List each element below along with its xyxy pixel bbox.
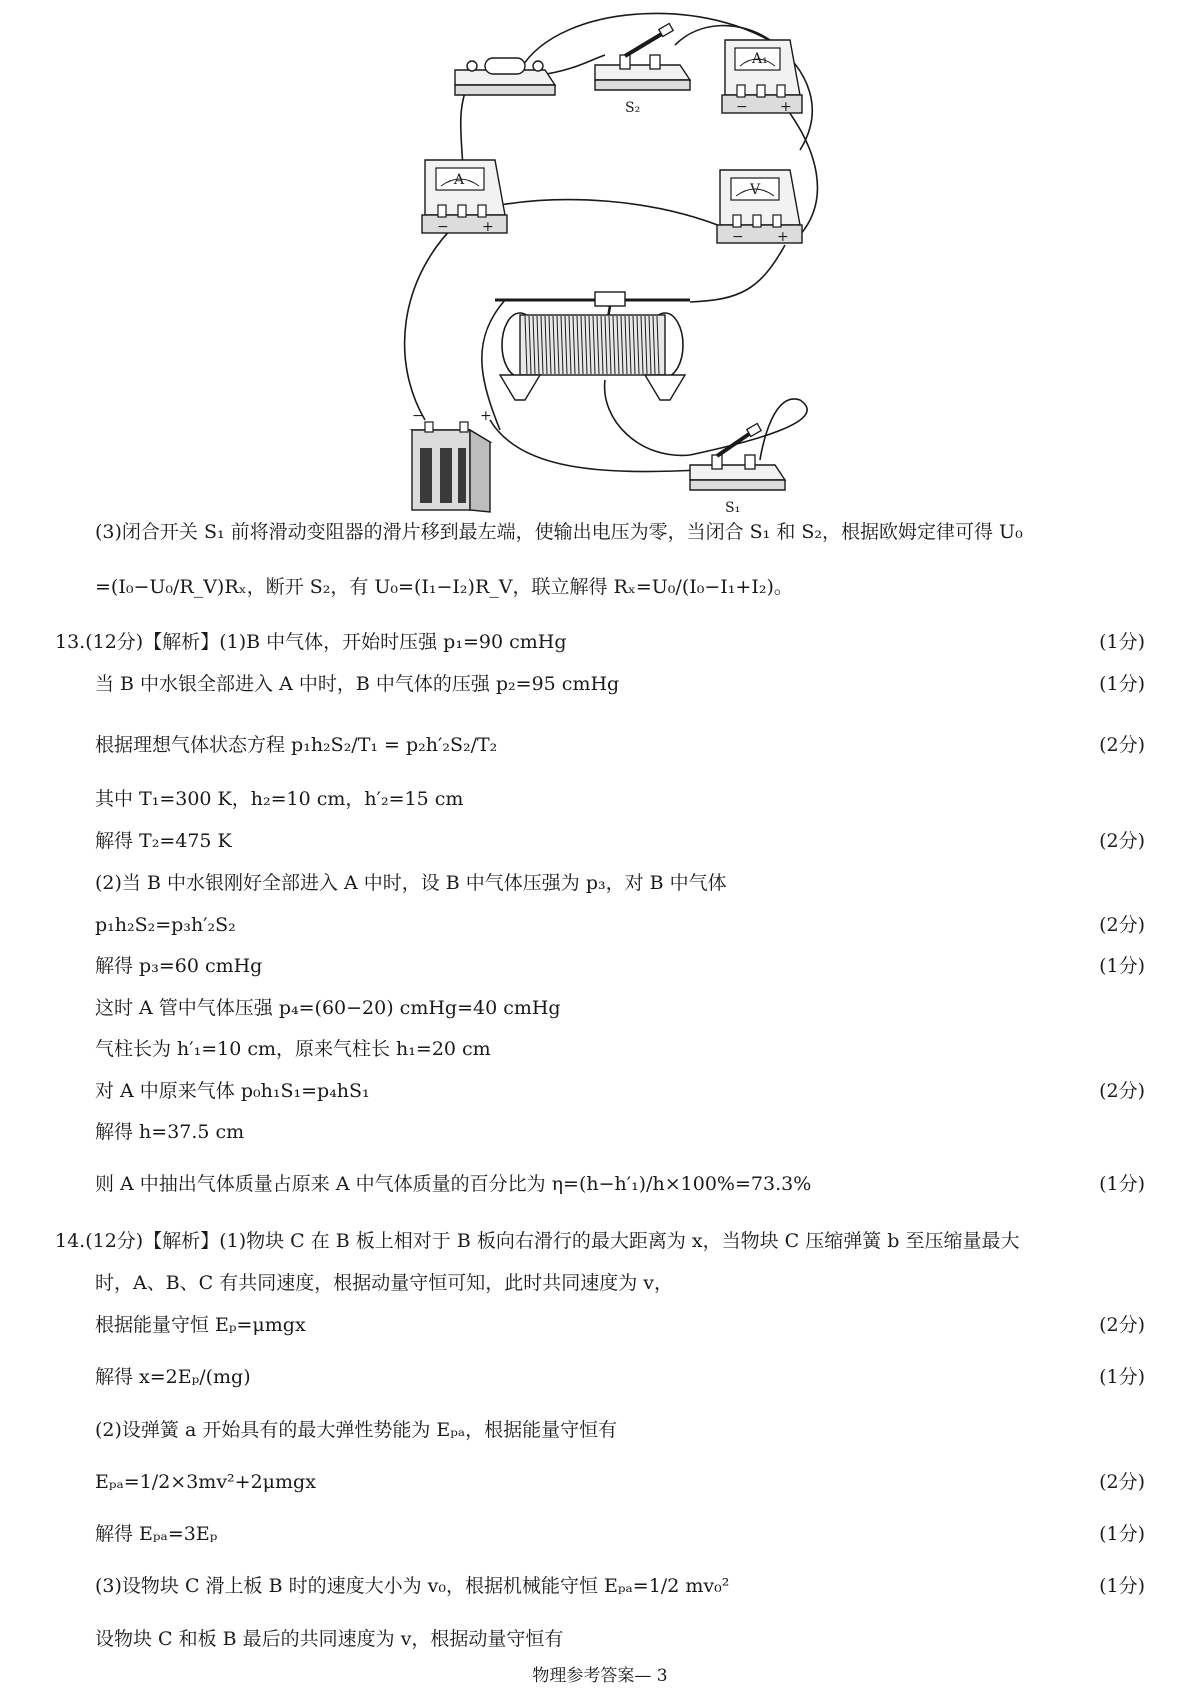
- wire: [490, 420, 700, 472]
- score: (1分): [1099, 1575, 1145, 1597]
- battery-plus: +: [480, 408, 492, 424]
- svg-text:−: −: [736, 99, 748, 115]
- voltmeter-v: [717, 170, 802, 245]
- score: (1分): [1099, 1366, 1145, 1388]
- q12-part3-line1: [95, 520, 1023, 544]
- svg-text:−: −: [437, 219, 449, 235]
- score: (2分): [1099, 830, 1145, 852]
- switch-s2-label: S₂: [625, 100, 641, 116]
- ammeter-a1: [722, 40, 802, 115]
- q12-part3-text2: =(I₀−U₀/R_V)Rₓ，断开 S₂，有 U₀=(I₁−I₂)R_V，联立解得 Rₓ=U₀/(I₀−I₁+I₂)。: [95, 576, 793, 598]
- q13-line: (2)当 B 中水银刚好全部进入 A 中时，设 B 中气体压强为 p₃，对 B 中气体: [95, 872, 727, 894]
- q13-header: 13.(12分)【解析】(1)B 中气体，开始时压强 p₁=90 cmHg: [55, 631, 567, 653]
- q13-line: p₁h₂S₂=p₃h′₂S₂: [95, 914, 236, 936]
- wire: [605, 380, 808, 460]
- q14-line: 根据能量守恒 Eₚ=μmgx: [95, 1314, 306, 1336]
- score: (1分): [1099, 1173, 1145, 1195]
- switch-s2: [595, 24, 690, 116]
- wire: [475, 200, 730, 230]
- wire: [405, 225, 455, 420]
- battery-minus: −: [412, 408, 424, 424]
- q13-line: 对 A 中原来气体 p₀h₁S₁=p₄hS₁: [95, 1080, 370, 1102]
- voltmeter-label: V: [750, 182, 761, 198]
- resistor-rx: [455, 58, 555, 95]
- q14-line: (3)设物块 C 滑上板 B 时的速度大小为 v₀，根据机械能守恒 Eₚₐ=1/2 mv₀²: [95, 1575, 730, 1597]
- sliding-rheostat: [495, 292, 690, 400]
- wire: [690, 245, 785, 302]
- svg-text:+: +: [780, 99, 792, 115]
- q13-line: 解得 h=37.5 cm: [95, 1121, 245, 1143]
- score: (2分): [1099, 914, 1145, 936]
- page-footer: 物理参考答案— 3: [532, 1666, 668, 1686]
- svg-text:+: +: [482, 219, 494, 235]
- switch-s1: [690, 424, 785, 516]
- score: (2分): [1099, 1314, 1145, 1336]
- svg-text:+: +: [777, 229, 789, 245]
- q13-line: 当 B 中水银全部进入 A 中时，B 中气体的压强 p₂=95 cmHg: [95, 673, 620, 695]
- circuit-diagram: [0, 0, 1200, 520]
- ammeter-a-label: A: [454, 172, 465, 188]
- score: (1分): [1099, 1523, 1145, 1545]
- q14-line: 解得 Eₚₐ=3Eₚ: [95, 1523, 218, 1545]
- ammeter-a1-label: A₁: [752, 51, 768, 67]
- q13-line: 解得 T₂=475 K: [95, 830, 232, 852]
- q13-line: 根据理想气体状态方程 p₁h₂S₂/T₁ = p₂h′₂S₂/T₂: [95, 734, 498, 756]
- score: (2分): [1099, 1471, 1145, 1493]
- q14-line: 解得 x=2Eₚ/(mg): [95, 1366, 251, 1388]
- q13-line: 则 A 中抽出气体质量占原来 A 中气体质量的百分比为 η=(h−h′₁)/h×100%=73.3%: [95, 1173, 812, 1195]
- q14-line: 时，A、B、C 有共同速度，根据动量守恒可知，此时共同速度为 v，: [95, 1272, 674, 1294]
- score: (2分): [1099, 734, 1145, 756]
- score: (2分): [1099, 1080, 1145, 1102]
- q13-line: 解得 p₃=60 cmHg: [95, 955, 263, 977]
- q14-line: Eₚₐ=1/2×3mv²+2μmgx: [95, 1471, 316, 1493]
- q13-line: 这时 A 管中气体压强 p₄=(60−20) cmHg=40 cmHg: [95, 997, 561, 1019]
- switch-s1-label: S₁: [725, 500, 741, 516]
- q14-line: (2)设弹簧 a 开始具有的最大弹性势能为 Eₚₐ，根据能量守恒有: [95, 1419, 618, 1441]
- q14-header: 14.(12分)【解析】(1)物块 C 在 B 板上相对于 B 板向右滑行的最大距离为 x，当物块 C 压缩弹簧 b 至压缩量最大: [55, 1230, 1020, 1252]
- svg-text:−: −: [732, 229, 744, 245]
- q13-line: 其中 T₁=300 K，h₂=10 cm，h′₂=15 cm: [95, 788, 464, 810]
- q13-line: 气柱长为 h′₁=10 cm，原来气柱长 h₁=20 cm: [95, 1038, 491, 1060]
- battery: [412, 408, 492, 512]
- score: (1分): [1099, 673, 1145, 695]
- q14-line: 设物块 C 和板 B 最后的共同速度为 v，根据动量守恒有: [95, 1628, 564, 1650]
- q12-part3-text: (3)闭合开关 S₁ 前将滑动变阻器的滑片移到最左端，使输出电压为零，当闭合 S₁ 和 S₂，根据欧姆定律可得 U₀: [95, 521, 1023, 543]
- score: (1分): [1099, 631, 1145, 653]
- ammeter-a: [422, 160, 507, 235]
- score: (1分): [1099, 955, 1145, 977]
- q12-part3-line2: [95, 575, 793, 599]
